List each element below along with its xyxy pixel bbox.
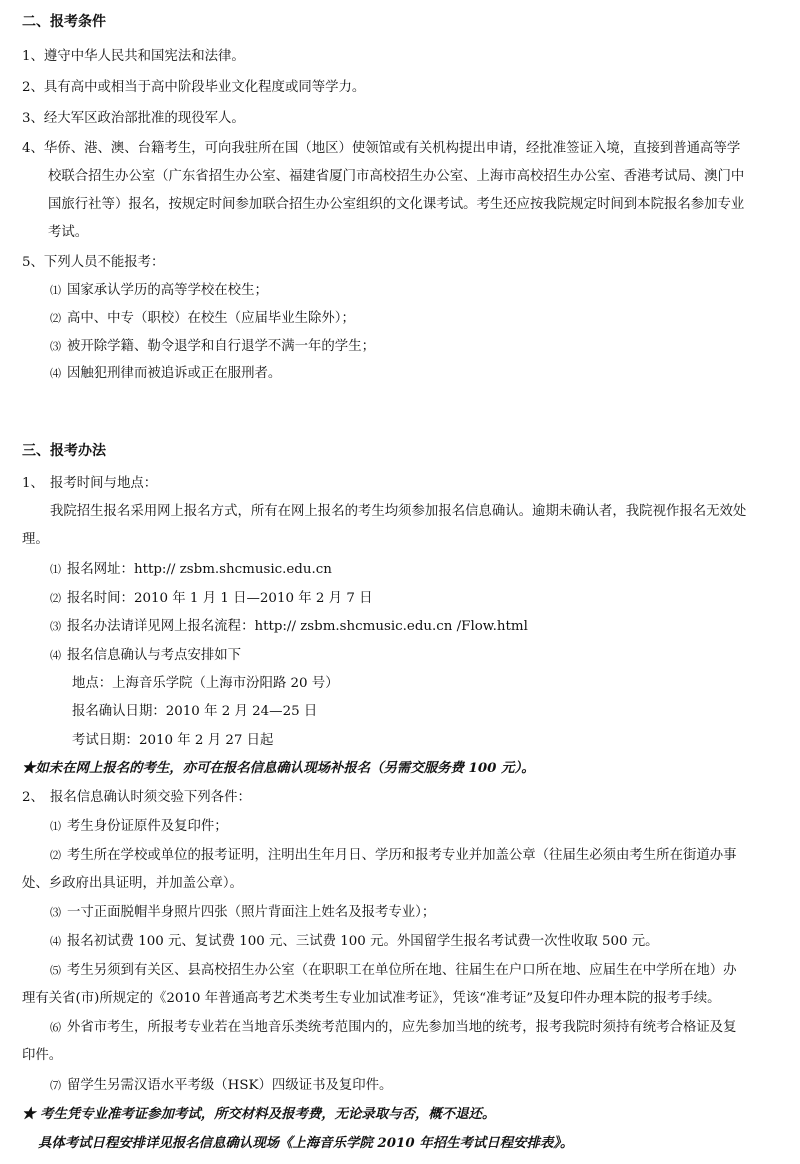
sub-item-text: 外省市考生，所报考专业若在当地音乐类统考范围内的，应先参加当地的统考，报考我院时须持有统考合格证及复 (67, 1020, 737, 1035)
sub-item (50, 1018, 737, 1038)
sub-item-text: 国家承认学历的高等学校在校生； (67, 283, 268, 298)
sub-item-text: 报名时间：2010 年 1 月 1 日—2010 年 2 月 7 日 (67, 591, 373, 606)
sub-item (50, 903, 435, 923)
sub-item-number: ⑴ (50, 820, 61, 833)
list-item (22, 474, 157, 494)
sub-item (50, 932, 659, 952)
item-text-continued: 校联合招生办公室（广东省招生办公室、福建省厦门市高校招生办公室、上海市高校招生办公室、香港考试局、澳门中 (48, 169, 745, 184)
sub-item (50, 1076, 392, 1096)
section-heading-conditions: 二、报考条件 (22, 14, 106, 30)
paragraph: 我院招生报名采用网上报名方式，所有在网上报名的考生均须参加报名信息确认。逾期未确认者，我院视作报名无效处 (50, 504, 747, 519)
sub-item (50, 309, 355, 329)
list-item (22, 47, 245, 67)
sub-item (50, 364, 281, 384)
item-title: 报名信息确认时须交验下列各件： (50, 790, 251, 805)
sub-item (50, 846, 737, 866)
sub-item-text: 留学生另需汉语水平考级（HSK）四级证书及复印件。 (67, 1078, 393, 1093)
sub-item-number: ⑷ (50, 649, 61, 662)
sub-item-number: ⑹ (50, 1021, 61, 1034)
detail-exam-date: 考试日期：2010 年 2 月 27 日起 (72, 733, 274, 748)
sub-item-text: 因触犯刑律而被追诉或正在服刑者。 (67, 366, 282, 381)
sub-item-number: ⑷ (50, 935, 61, 948)
sub-item-text: 被开除学籍、勒令退学和自行退学不满一年的学生； (67, 339, 375, 354)
sub-item-text: 考生另须到有关区、县高校招生办公室（在职职工在单位所在地、往届生在户口所在地、应届生在中学所在地）办 (67, 963, 737, 978)
note-schedule: 具体考试日程安排详见报名信息确认现场《上海音乐学院 2010 年招生考试日程安排表》。 (38, 1135, 574, 1151)
note-late-registration: ★如未在网上报名的考生，亦可在报名信息确认现场补报名（另需交服务费 100 元）。 (22, 760, 535, 776)
sub-item-number: ⑵ (50, 312, 61, 325)
item-text-continued: 考试。 (48, 225, 89, 240)
item-title: 报考时间与地点： (50, 476, 158, 491)
item-number: 5、 (22, 255, 44, 270)
item-text: 经大军区政治部批准的现役军人。 (43, 111, 245, 126)
item-number: 2、 (22, 790, 44, 805)
sub-item-text: 报名初试费 100 元、复试费 100 元、三试费 100 元。外国留学生报名考试费一次性收取 500 元。 (67, 934, 659, 949)
sub-item-text: 一寸正面脱帽半身照片四张（照片背面注上姓名及报考专业）； (67, 905, 436, 920)
sub-item (50, 646, 241, 666)
item-number: 2、 (22, 80, 44, 95)
list-item (22, 78, 365, 98)
sub-item (50, 281, 268, 301)
list-item (22, 788, 251, 808)
item-text: 具有高中或相当于高中阶段毕业文化程度或同等学力。 (43, 80, 366, 95)
sub-item-number: ⑴ (50, 563, 61, 576)
detail-location: 地点：上海音乐学院（上海市汾阳路 20 号） (72, 676, 339, 691)
sub-item-text: 考生身份证原件及复印件； (67, 819, 228, 834)
sub-item-text: 高中、中专（职校）在校生（应届毕业生除外）； (67, 311, 355, 326)
list-item (22, 253, 164, 273)
item-number: 4、 (22, 141, 44, 156)
sub-item-number: ⑷ (50, 367, 61, 380)
sub-item-number: ⑺ (50, 1079, 61, 1092)
sub-item-text: 报名办法请详见网上报名流程：http:// zsbm.shcmusic.edu.cn /Flow.html (67, 619, 528, 634)
list-item (22, 139, 740, 159)
item-number: 3、 (22, 111, 44, 126)
sub-item-text: 报名信息确认与考点安排如下 (67, 648, 242, 663)
sub-item-text: 考生所在学校或单位的报考证明，注明出生年月日、学历和报考专业并加盖公章（往届生必须由考生所在街道办事 (67, 848, 737, 863)
sub-item (50, 589, 373, 609)
sub-item-number: ⑵ (50, 849, 61, 862)
sub-item-text-continued: 印件。 (22, 1048, 63, 1063)
detail-confirm-date: 报名确认日期：2010 年 2 月 24—25 日 (72, 704, 318, 719)
sub-item-number: ⑶ (50, 620, 61, 633)
paragraph-continued: 理。 (22, 532, 49, 547)
item-text: 华侨、港、澳、台籍考生，可向我驻所在国（地区）使领馆或有关机构提出申请，经批准签证入境，直接到普通高等学 (43, 141, 741, 156)
item-text: 下列人员不能报考： (43, 255, 165, 270)
sub-item-text-continued: 处、乡政府出具证明，并加盖公章）。 (22, 876, 243, 891)
sub-item (50, 560, 332, 580)
sub-item (50, 337, 375, 357)
item-number: 1、 (22, 49, 44, 64)
sub-item-number: ⑴ (50, 284, 61, 297)
sub-item-number: ⑶ (50, 906, 61, 919)
sub-item-number: ⑵ (50, 592, 61, 605)
section-heading-methods: 三、报考办法 (22, 443, 106, 459)
sub-item (50, 961, 737, 981)
sub-item-text-continued: 理有关省(市)所规定的《2010 年普通高考艺术类考生专业加试准考证》，凭该“准考证”及复印件办理本院的报考手续。 (22, 991, 721, 1006)
sub-item (50, 617, 528, 637)
sub-item-text: 报名网址：http:// zsbm.shcmusic.edu.cn (67, 562, 332, 577)
item-number: 1、 (22, 476, 44, 491)
sub-item-number: ⑶ (50, 340, 61, 353)
sub-item-number: ⑸ (50, 964, 61, 977)
item-text-continued: 国旅行社等）报名，按规定时间参加联合招生办公室组织的文化课考试。考生还应按我院规定时间到本院报名参加专业 (48, 197, 745, 212)
list-item (22, 109, 245, 129)
item-text: 遵守中华人民共和国宪法和法律。 (43, 49, 245, 64)
sub-item (50, 817, 228, 837)
note-no-refund: ★ 考生凭专业准考证参加考试，所交材料及报考费，无论录取与否，概不退还。 (22, 1106, 496, 1122)
